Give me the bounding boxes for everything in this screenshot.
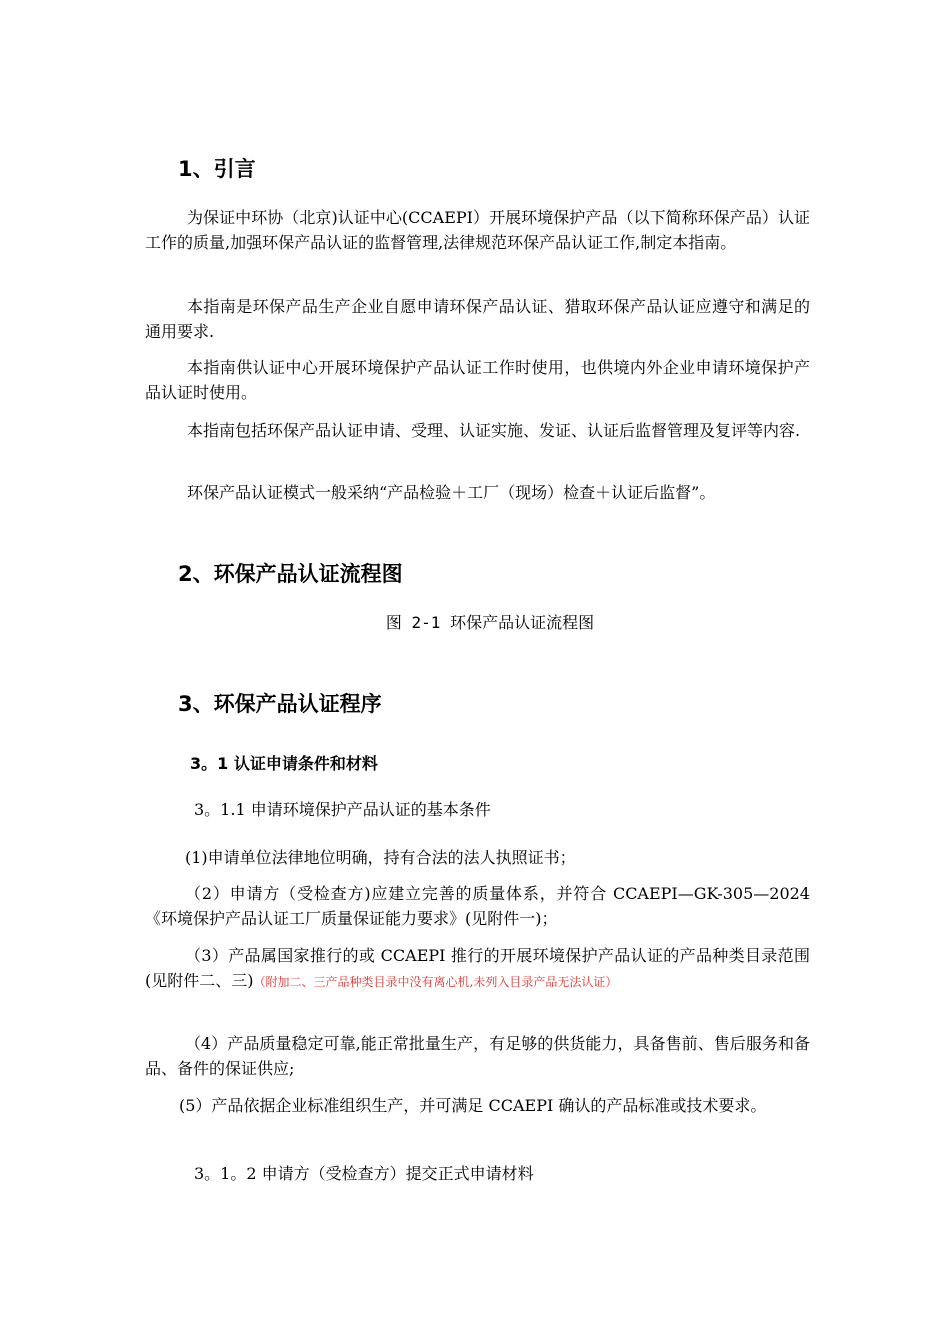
intro-paragraph-3: 本指南供认证中心开展环境保护产品认证工作时使用，也供境内外企业申请环境保护产品认证时使用。 <box>145 358 810 402</box>
condition-item-3 <box>145 943 810 995</box>
condition-item-5: (5）产品依据企业标准组织生产，并可满足 CCAEPI 确认的产品标准或技术要求。 <box>179 1096 767 1115</box>
section-1-heading: 1、引言 <box>178 157 256 181</box>
condition-item-4: （4）产品质量稳定可靠,能正常批量生产，有足够的供货能力，具备售前、售后服务和备品、备件的保证供应; <box>145 1034 810 1078</box>
intro-paragraph-1: 为保证中环协（北京)认证中心(CCAEPI）开展环境保护产品（以下简称环保产品）认证工作的质量,加强环保产品认证的监督管理,法律规范环保产品认证工作,制定本指南。 <box>145 208 810 252</box>
figure-caption: 图 2-1 环保产品认证流程图 <box>385 613 595 632</box>
section-3-heading: 3、环保产品认证程序 <box>178 692 382 716</box>
intro-paragraph-5: 环保产品认证模式一般采纳“产品检验＋工厂（现场）检查＋认证后监督”。 <box>187 483 716 502</box>
intro-paragraph-4: 本指南包括环保产品认证申请、受理、认证实施、发证、认证后监督管理及复评等内容. <box>187 421 801 440</box>
subsection-3-1-1-heading: 3。1.1 申请环境保护产品认证的基本条件 <box>194 800 491 819</box>
condition-item-2: （2）申请方（受检查方)应建立完善的质量体系，并符合 CCAEPI—GK-305—2024《环境保护产品认证工厂质量保证能力要求》(见附件一)； <box>145 884 810 928</box>
section-2-heading: 2、环保产品认证流程图 <box>178 562 403 586</box>
condition-item-1: (1)申请单位法律地位明确，持有合法的法人执照证书； <box>185 848 576 867</box>
subsection-3-1-2-heading: 3。1。2 申请方（受检查方）提交正式申请材料 <box>194 1164 534 1183</box>
condition-item-3-text: （3）产品属国家推行的或 CCAEPI 推行的开展环境保护产品认证的产品种类目录范围(见附件二、三) <box>145 946 810 990</box>
condition-item-3-note: （附加二、三产品种类目录中没有离心机,未列入目录产品无法认证） <box>253 975 618 989</box>
intro-paragraph-2: 本指南是环保产品生产企业自愿申请环保产品认证、猎取环保产品认证应遵守和满足的通用要求. <box>145 297 810 341</box>
subsection-3-1-heading: 3。1 认证申请条件和材料 <box>190 754 378 773</box>
